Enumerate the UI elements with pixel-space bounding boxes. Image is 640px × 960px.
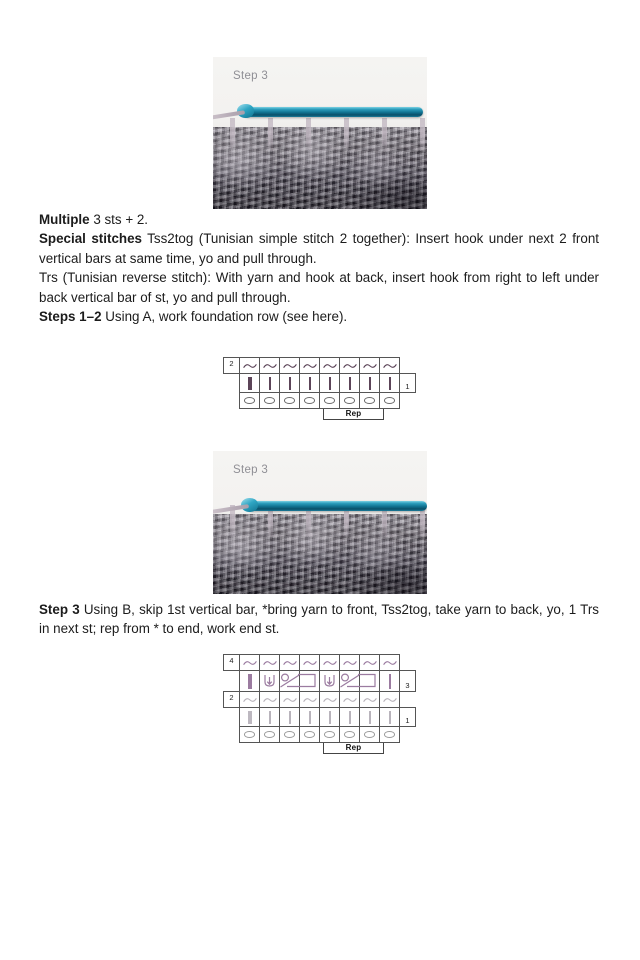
chart-cell <box>319 707 340 727</box>
text-line-body: Tss2tog (Tunisian simple stitch 2 together): Insert hook under next 2 front vertical bars at same time, yo and pull through. <box>39 231 599 266</box>
chart-row <box>223 708 417 727</box>
chart-cell <box>359 707 380 727</box>
chart-row <box>223 358 417 374</box>
vertical-bar-icon <box>349 711 351 724</box>
chart-cell <box>359 726 380 743</box>
chart-cell <box>259 392 280 409</box>
instructions-block-1 <box>39 210 599 326</box>
chart-cell <box>319 670 340 692</box>
vertical-bar-icon <box>329 377 331 390</box>
chain-stitch-icon <box>304 397 315 404</box>
stitch-chart-pattern <box>0 655 640 754</box>
chart-cell <box>299 707 320 727</box>
row-number-left: 4 <box>223 654 240 671</box>
vertical-bar-icon <box>369 377 371 390</box>
chart-cell <box>259 357 280 374</box>
row-number-left: 2 <box>223 357 240 374</box>
chart-row <box>223 727 417 743</box>
chart-cell <box>279 357 300 374</box>
chart-cell <box>299 654 320 671</box>
tunisian-simple-stitch-icon <box>263 362 277 370</box>
chain-stitch-icon <box>324 731 335 738</box>
row-number-right-spacer <box>400 654 417 671</box>
chart-cell <box>299 357 320 374</box>
chart-cell <box>239 707 260 727</box>
chart-grid <box>223 358 417 420</box>
tunisian-simple-stitch-icon <box>383 696 397 704</box>
repeat-label: Rep <box>345 409 362 418</box>
chart-cell <box>359 392 380 409</box>
vertical-bar-icon <box>248 674 252 689</box>
chart-cell <box>259 654 280 671</box>
chain-stitch-icon <box>304 731 315 738</box>
chain-stitch-icon <box>344 731 355 738</box>
vertical-bar-icon <box>389 711 391 724</box>
chart-cell <box>379 707 400 727</box>
chart-cell <box>379 392 400 409</box>
chart-cell <box>279 726 300 743</box>
chart-cell <box>279 392 300 409</box>
chain-stitch-icon <box>344 397 355 404</box>
chart-cell <box>259 707 280 727</box>
chart-cell <box>339 373 360 393</box>
chain-stitch-icon <box>244 397 255 404</box>
tunisian-simple-stitch-icon <box>363 659 377 667</box>
yarn-loops <box>213 118 427 151</box>
chart-cell <box>239 392 260 409</box>
tunisian-simple-stitch-icon <box>283 696 297 704</box>
chart-cell <box>319 373 340 393</box>
row-number-left: 2 <box>223 691 240 708</box>
vertical-bar-icon <box>309 711 311 724</box>
row-number-right-spacer <box>400 392 417 409</box>
chart-cell <box>279 691 300 708</box>
row-number-right: 1 <box>399 373 416 393</box>
vertical-bar-icon <box>349 377 351 390</box>
tss2tog-icon-right <box>359 673 380 689</box>
chart-cell <box>359 357 380 374</box>
vertical-bar-icon <box>389 674 391 689</box>
chart-cell <box>319 357 340 374</box>
chart-cell <box>359 373 380 393</box>
stitch-chart-foundation <box>0 358 640 420</box>
chart-cell <box>359 691 380 708</box>
vertical-bar-icon <box>369 711 371 724</box>
tunisian-simple-stitch-icon <box>363 362 377 370</box>
row-number-left-spacer <box>223 392 240 409</box>
text-line-body: Using A, work foundation row (see here). <box>101 309 348 325</box>
chart-row <box>223 393 417 409</box>
chart-cell <box>339 670 360 692</box>
tunisian-simple-stitch-icon <box>383 362 397 370</box>
text-line-body: Trs (Tunisian reverse stitch): With yarn and hook at back, insert hook from right to left under back vertical bar of st, yo and pull through. <box>39 270 599 305</box>
chart-cell <box>239 726 260 743</box>
chart-cell <box>339 707 360 727</box>
chart-cell <box>299 670 320 692</box>
tunisian-simple-stitch-icon <box>303 659 317 667</box>
repeat-indicator-wrap <box>223 409 417 420</box>
tunisian-reverse-stitch-icon <box>263 673 276 689</box>
row-number-right-spacer <box>400 726 417 743</box>
chart-cell <box>339 726 360 743</box>
tunisian-simple-stitch-icon <box>263 659 277 667</box>
step-photo-1 <box>213 57 427 209</box>
chart-cell <box>379 691 400 708</box>
chain-stitch-icon <box>264 397 275 404</box>
chain-stitch-icon <box>284 397 295 404</box>
chart-cell <box>279 373 300 393</box>
text-line-label: Steps 1–2 <box>39 309 102 325</box>
vertical-bar-icon <box>309 377 311 390</box>
chart-cell <box>339 691 360 708</box>
text-line <box>39 307 599 326</box>
vertical-bar-icon <box>389 377 391 390</box>
chart-cell <box>259 691 280 708</box>
chart-cell <box>319 726 340 743</box>
chain-stitch-icon <box>384 731 395 738</box>
chart-cell <box>259 373 280 393</box>
tunisian-simple-stitch-icon <box>343 696 357 704</box>
chart-cell <box>239 691 260 708</box>
tunisian-simple-stitch-icon <box>303 696 317 704</box>
vertical-bar-icon <box>248 377 252 390</box>
tunisian-simple-stitch-icon <box>323 362 337 370</box>
vertical-bar-icon <box>269 711 271 724</box>
tunisian-simple-stitch-icon <box>283 659 297 667</box>
repeat-bracket <box>323 409 384 420</box>
text-line-body: Using B, skip 1st vertical bar, *bring yarn to front, Tss2tog, take yarn to back, yo, 1 Trs in next st; rep from * to end, work end st. <box>39 602 600 637</box>
text-line <box>39 210 599 229</box>
text-line <box>39 600 599 639</box>
row-number-left-spacer <box>223 726 240 743</box>
chart-cell <box>339 357 360 374</box>
chart-cell <box>379 670 400 692</box>
tunisian-simple-stitch-icon <box>323 696 337 704</box>
photo-caption: Step 3 <box>233 70 269 82</box>
chart-cell <box>299 392 320 409</box>
text-line-body: 3 sts + 2. <box>89 212 149 227</box>
text-line <box>39 229 599 268</box>
chart-cell <box>379 654 400 671</box>
tunisian-simple-stitch-icon <box>323 659 337 667</box>
chain-stitch-icon <box>324 397 335 404</box>
instructions-block-2 <box>39 600 599 639</box>
vertical-bar-icon <box>329 711 331 724</box>
chart-cell <box>319 392 340 409</box>
chain-stitch-icon <box>364 397 375 404</box>
tunisian-reverse-stitch-icon <box>323 673 336 689</box>
chart-grid <box>223 655 417 754</box>
step-photo-2 <box>213 451 427 594</box>
chart-cell <box>299 691 320 708</box>
tunisian-simple-stitch-icon <box>383 659 397 667</box>
chart-row <box>223 692 417 708</box>
crochet-hook <box>243 107 423 117</box>
row-number-right: 3 <box>399 670 416 692</box>
vertical-bar-icon <box>269 377 271 390</box>
chart-cell <box>319 654 340 671</box>
tunisian-simple-stitch-icon <box>303 362 317 370</box>
chart-cell <box>259 726 280 743</box>
tunisian-simple-stitch-icon <box>243 659 257 667</box>
chart-cell <box>379 373 400 393</box>
chart-cell <box>339 654 360 671</box>
chart-cell <box>319 691 340 708</box>
chart-cell <box>279 670 300 692</box>
tunisian-simple-stitch-icon <box>283 362 297 370</box>
chain-stitch-icon <box>264 731 275 738</box>
chart-cell <box>239 373 260 393</box>
row-number-right: 1 <box>399 707 416 727</box>
tunisian-simple-stitch-icon <box>363 696 377 704</box>
chain-stitch-icon <box>284 731 295 738</box>
chart-cell <box>259 670 280 692</box>
text-line-label: Special stitches <box>39 231 142 247</box>
tunisian-simple-stitch-icon <box>263 696 277 704</box>
text-line-label: Multiple <box>39 212 90 227</box>
row-number-right-spacer <box>400 357 417 374</box>
row-number-left-spacer <box>223 670 240 692</box>
photo-caption: Step 3 <box>233 464 269 476</box>
chart-cell <box>359 670 380 692</box>
chart-cell <box>239 357 260 374</box>
chart-cell <box>379 357 400 374</box>
repeat-indicator-wrap <box>223 743 417 754</box>
chart-cell <box>299 373 320 393</box>
tunisian-simple-stitch-icon <box>343 362 357 370</box>
chart-cell <box>379 726 400 743</box>
chart-cell <box>279 707 300 727</box>
row-number-left-spacer <box>223 373 240 393</box>
text-line-label: Step 3 <box>39 602 80 617</box>
vertical-bar-icon <box>289 377 291 390</box>
vertical-bar-icon <box>289 711 291 724</box>
chart-row <box>223 655 417 671</box>
tunisian-simple-stitch-icon <box>343 659 357 667</box>
chart-cell <box>359 654 380 671</box>
row-number-left-spacer <box>223 707 240 727</box>
chart-cell <box>339 392 360 409</box>
chart-cell <box>299 726 320 743</box>
row-number-right-spacer <box>400 691 417 708</box>
chain-stitch-icon <box>384 397 395 404</box>
tunisian-simple-stitch-icon <box>243 696 257 704</box>
chart-row <box>223 671 417 692</box>
tunisian-simple-stitch-icon <box>243 362 257 370</box>
repeat-bracket <box>323 743 384 754</box>
chart-row <box>223 374 417 393</box>
chart-cell <box>239 654 260 671</box>
chain-stitch-icon <box>244 731 255 738</box>
chain-stitch-icon <box>364 731 375 738</box>
repeat-label: Rep <box>345 743 362 752</box>
text-line <box>39 268 599 307</box>
chart-cell <box>239 670 260 692</box>
chart-cell <box>279 654 300 671</box>
vertical-bar-icon <box>248 711 252 724</box>
tss2tog-icon-right <box>299 673 320 689</box>
crochet-hook <box>247 501 427 511</box>
